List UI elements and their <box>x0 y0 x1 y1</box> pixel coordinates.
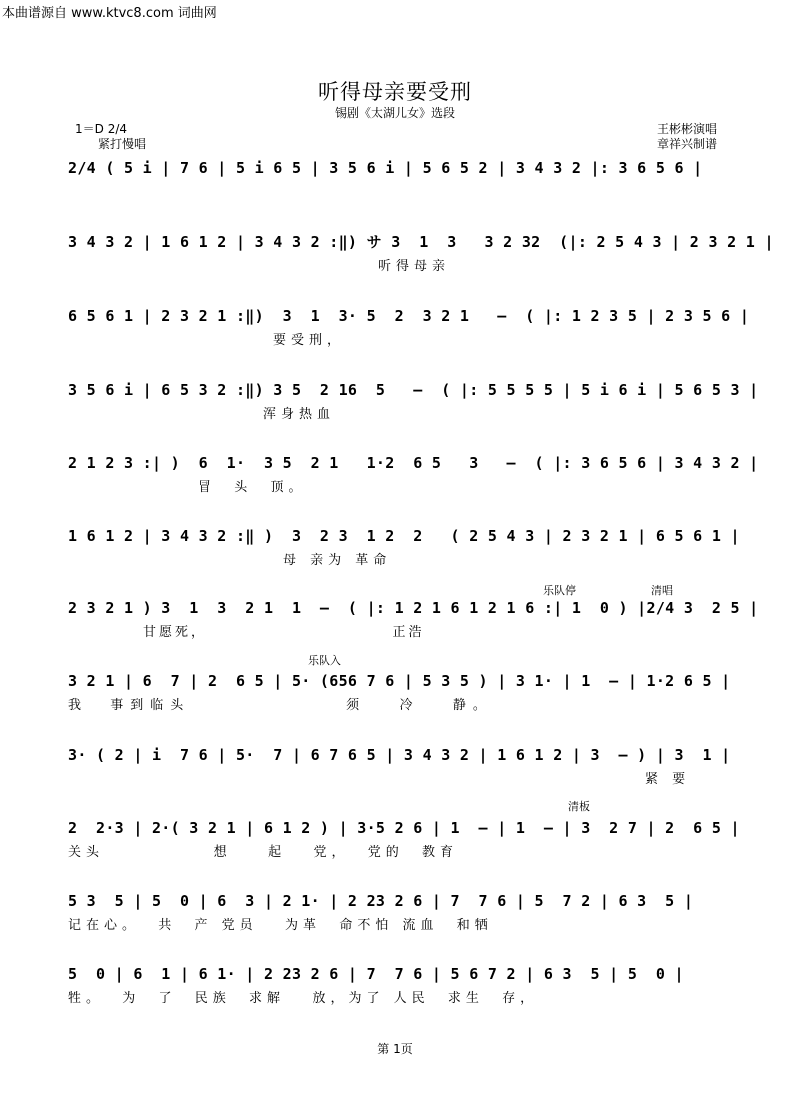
notation-line: 2 2·3 | 2·( 3 2 1 | 6 1 2 ) | 3·5 2 6 | 1 – | 1 – | 3 2 7 | 2 6 5 | <box>68 819 740 837</box>
lyrics-line: 冒 头 顶。 <box>198 480 307 495</box>
score-system-4 <box>68 380 759 424</box>
song-subtitle: 锡剧《太湖儿女》选段 <box>334 106 455 120</box>
lyrics-line: 牲。 为 了 民族 求解 放，为了 人民 求生 存， <box>68 991 539 1006</box>
band-stop-marking: 乐队停 <box>543 584 576 597</box>
lyrics-line: 甘愿死， 正浩 <box>143 625 425 640</box>
notation-line: 3· ( 2 | i 7 6 | 5· 7 | 6 7 6 5 | 3 4 3 2 | 1 6 1 2 | 3 – ) | 3 1 | <box>68 746 731 764</box>
tempo-marking: 紧打慢唱 <box>98 137 147 151</box>
notation-line: 3 4 3 2 | 1 6 1 2 | 3 4 3 2 :‖) サ 3 1 3 3 2 32 (|: 2 5 4 3 | 2 3 2 1 | <box>68 233 774 251</box>
lyrics-line: 我 事到临头 须 冷 静。 <box>68 698 493 713</box>
clear-beat-marking: 清板 <box>568 800 590 813</box>
score-system-8 <box>68 671 734 715</box>
score-system-3 <box>68 306 750 350</box>
key-signature: 1＝D 2/4 <box>75 122 128 136</box>
lyrics-line: 关头 想 起 党， 党的 教育 <box>68 845 459 860</box>
band-in-marking: 乐队入 <box>308 654 341 667</box>
notation-line: 3 2 1 | 6 7 | 2 6 5 | 5· (656 7 6 | 5 3 5 ) | 3 1· | 1 – | 1·2 6 5 | <box>68 672 731 690</box>
score-system-12 <box>68 964 734 1008</box>
song-title: 听得母亲要受刑 <box>318 80 472 104</box>
arranger-credit: 章祥兴制谱 <box>656 137 717 151</box>
notation-line: 3 5 6 i | 6 5 3 2 :‖) 3 5 2 16 5 – ( |: 5 5 5 5 | 5 i 6 i | 5 6 5 3 | <box>68 381 759 399</box>
page-number: 第 1页 <box>377 1042 413 1056</box>
score-system-11 <box>68 891 734 935</box>
notation-line: 6 5 6 1 | 2 3 2 1 :‖) 3 1 3· 5 2 3 2 1 – ( |: 1 2 3 5 | 2 3 5 6 | <box>68 307 750 325</box>
score-system-2 <box>68 232 774 276</box>
score-system-1 <box>68 158 734 202</box>
score-system-7 <box>68 598 759 642</box>
notation-line: 2 3 2 1 ) 3 1 3 2 1 1 – ( |: 1 2 1 6 1 2 1 6 :| 1 0 ) |2/4 3 2 5 | <box>68 599 759 617</box>
score-system-5 <box>68 453 759 497</box>
notation-line: 2 1 2 3 :| ) 6 1· 3 5 2 1 1·2 6 5 3 – ( |: 3 6 5 6 | 3 4 3 2 | <box>68 454 759 472</box>
notation-line: 5 3 5 | 5 0 | 6 3 | 2 1· | 2 23 2 6 | 7 7 6 | 5 7 2 | 6 3 5 | <box>68 892 694 910</box>
site-watermark: 本曲谱源自 www.ktvc8.com 词曲网 <box>2 6 217 21</box>
lyrics-line: 要受刑， <box>273 333 346 348</box>
lyrics-line: 母 亲为 革命 <box>283 553 392 568</box>
notation-line: 2/4 ( 5 i | 7 6 | 5 i 6 5 | 3 5 6 i | 5 6 5 2 | 3 4 3 2 |: 3 6 5 6 | <box>68 159 703 177</box>
lyrics-line: 紧 要 <box>298 772 691 787</box>
score-system-6 <box>68 526 740 570</box>
singer-credit: 王彬彬演唱 <box>656 122 717 136</box>
notation-line: 1 6 1 2 | 3 4 3 2 :‖ ) 3 2 3 1 2 2 ( 2 5 4 3 | 2 3 2 1 | 6 5 6 1 | <box>68 527 740 545</box>
score-system-10 <box>68 818 740 862</box>
notation-line: 5 0 | 6 1 | 6 1· | 2 23 2 6 | 7 7 6 | 5 6 7 2 | 6 3 5 | 5 0 | <box>68 965 684 983</box>
lyrics-line: 记在心。 共 产 党员 为革 命不怕 流血 和牺 <box>68 918 493 933</box>
lyrics-line: 浑身热血 <box>263 407 336 422</box>
lyrics-line <box>68 184 734 202</box>
lyrics-line: 听得母亲 <box>378 259 451 274</box>
a-cappella-marking: 清唱 <box>651 584 673 597</box>
score-system-9 <box>68 745 734 789</box>
